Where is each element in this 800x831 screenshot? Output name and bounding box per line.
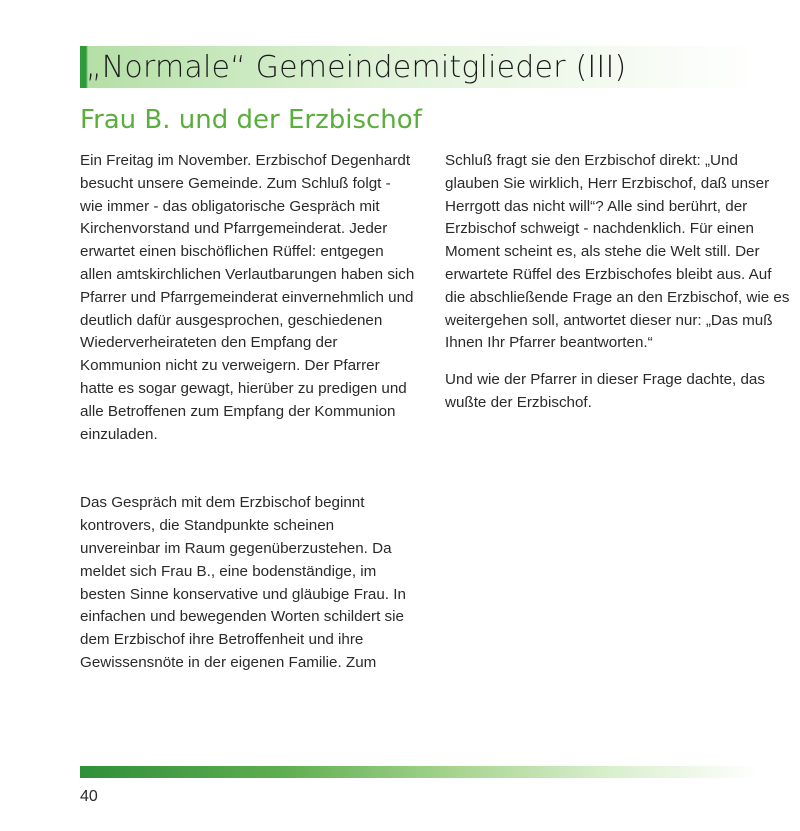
text-column-left <box>80 150 415 675</box>
page-number: 40 <box>80 788 98 805</box>
page-title: „Normale“ Gemeindemitglieder (III) <box>86 50 627 85</box>
footer-bar <box>80 766 760 778</box>
paragraph: Ein Freitag im November. Erzbischof Degenhardt besucht unsere Gemeinde. Zum Schluß folgt - wie immer - das obligatorische Gespräch mit Kirchenvorstand und Pfarrgemeinderat. Jeder erwartet einen bischöflichen Rüffel: entgegen allen amtskirchlichen Verlautbarungen haben sich Pfarrer und Pfarrgemeinderat einvernehmlich und deutlich dafür ausgesprochen, geschiedenen Wiederverheirateten den Empfang der Kommunion nicht zu verweigern. Der Pfarrer hatte es sogar gewagt, hierüber zu predigen und alle Betroffenen zum Empfang der Kommunion einzuladen. <box>80 152 415 443</box>
paragraph: Das Gespräch mit dem Erzbischof beginnt kontrovers, die Standpunkte scheinen unvereinbar im Raum gegenüberzustehen. Da meldet sich Frau B., eine bodenständige, im besten Sinne konservative und gläubige Frau. In einfachen und bewegenden Worten schildert sie dem Erzbischof ihre Betroffenheit und ihre Gewissensnöte in der eigenen Familie. Zum <box>80 494 406 671</box>
paragraph: Und wie der Pfarrer in dieser Frage dachte, das wußte der Erzbischof. <box>445 371 765 411</box>
paragraph: Schluß fragt sie den Erzbischof direkt: „Und glauben Sie wirklich, Herr Erzbischof, daß unser Herrgott das nicht will“? Alle sind berührt, der Erzbischof schweigt - nachdenklich. Für einen Moment scheint es, als stehe die Welt still. Der erwartete Rüffel des Erzbischofes bleibt aus. Auf die abschließende Frage an den Erzbischof, wie es weitergehen soll, antwortet dieser nur: „Das muß Ihnen Ihr Pfarrer beantworten.“ <box>445 152 790 352</box>
text-column-right <box>445 150 790 415</box>
section-subtitle: Frau B. und der Erzbischof <box>80 105 422 135</box>
